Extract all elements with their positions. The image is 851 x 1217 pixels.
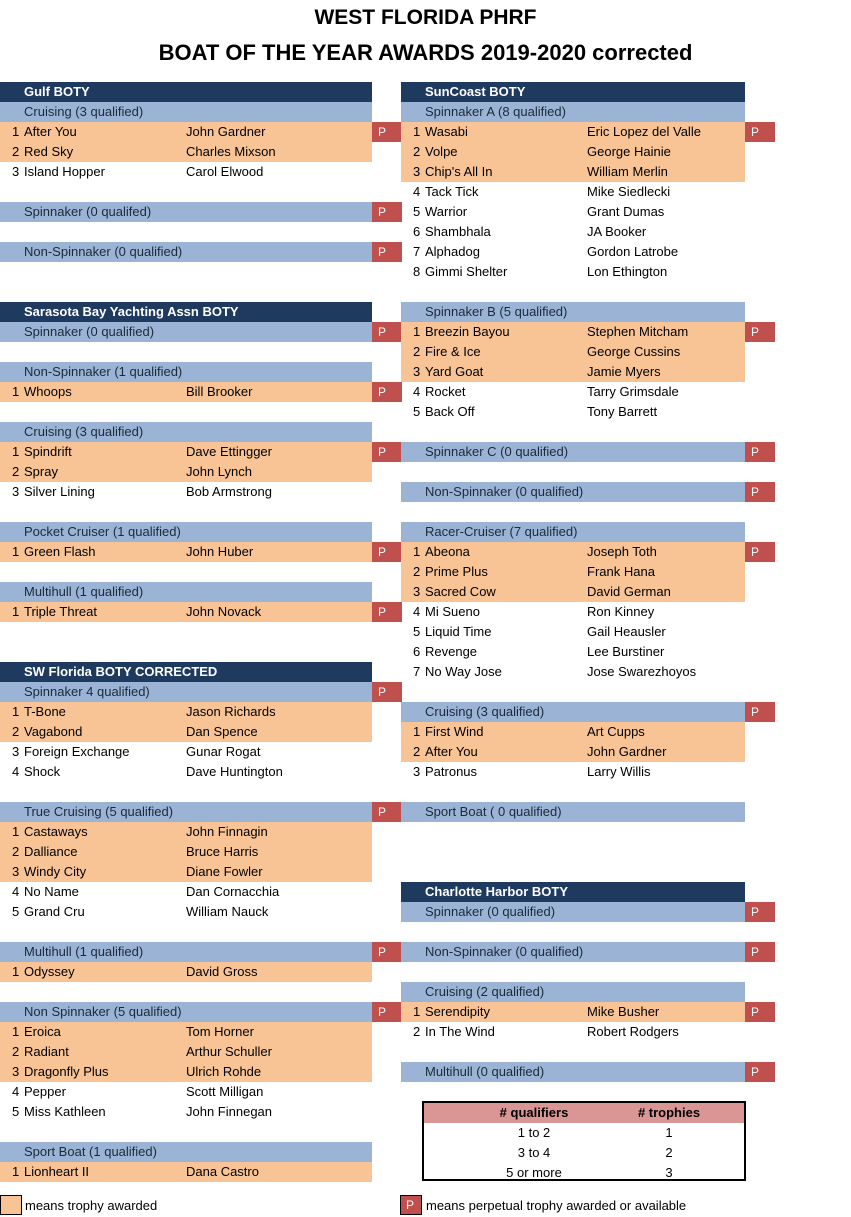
- rank: 5: [413, 624, 421, 639]
- perpetual-trophy-marker: P: [372, 442, 402, 462]
- boat-name: Tack Tick: [425, 184, 479, 199]
- result-row: [0, 542, 372, 562]
- class-header: Cruising (2 qualified): [401, 982, 745, 1002]
- boat-name: Sacred Cow: [425, 584, 496, 599]
- perpetual-trophy-marker: P: [372, 122, 402, 142]
- perpetual-trophy-marker: P: [372, 942, 402, 962]
- boat-name: Shock: [24, 764, 61, 779]
- result-row: [0, 1022, 372, 1042]
- rank: 2: [12, 464, 20, 479]
- class-header: Spinnaker (0 qualified): [401, 902, 745, 922]
- skipper-name: Dana Castro: [186, 1164, 259, 1179]
- skipper-name: Eric Lopez del Valle: [587, 124, 701, 139]
- perpetual-trophy-marker: P: [372, 542, 402, 562]
- perpetual-trophy-marker: P: [745, 702, 775, 722]
- skipper-name: Dan Spence: [186, 724, 258, 739]
- result-row: [0, 742, 372, 762]
- rank: 1: [12, 544, 20, 559]
- result-row: [401, 182, 745, 202]
- rank: 2: [413, 564, 421, 579]
- rank: 1: [12, 824, 20, 839]
- rank: 6: [413, 644, 421, 659]
- group-header: Sarasota Bay Yachting Assn BOTY: [0, 302, 372, 322]
- result-row: [0, 862, 372, 882]
- boat-name: Spindrift: [24, 444, 72, 459]
- result-row: [0, 722, 372, 742]
- class-header: Spinnaker (0 qualifed): [0, 202, 372, 222]
- boat-name: T-Bone: [24, 704, 66, 719]
- result-row: [0, 1082, 372, 1102]
- class-header: Spinnaker (0 qualified): [0, 322, 372, 342]
- qual-range-cell: 5 or more: [506, 1165, 562, 1180]
- skipper-name: Lon Ethington: [587, 264, 668, 279]
- result-row: [0, 822, 372, 842]
- boat-name: Abeona: [425, 544, 470, 559]
- rank: 4: [413, 604, 421, 619]
- skipper-name: Gunar Rogat: [186, 744, 261, 759]
- perpetual-trophy-marker: P: [745, 542, 775, 562]
- skipper-name: Bill Brooker: [186, 384, 253, 399]
- class-header: Sport Boat (1 qualified): [0, 1142, 372, 1162]
- rank: 3: [12, 484, 20, 499]
- boat-name: No Way Jose: [425, 664, 502, 679]
- boat-name: Alphadog: [425, 244, 480, 259]
- result-row: [0, 702, 372, 722]
- class-header: Non-Spinnaker (1 qualified): [0, 362, 372, 382]
- rank: 2: [413, 344, 421, 359]
- rank: 4: [413, 384, 421, 399]
- rank: 2: [413, 744, 421, 759]
- rank: 6: [413, 224, 421, 239]
- rank: 5: [413, 204, 421, 219]
- skipper-name: Larry Willis: [587, 764, 651, 779]
- result-row: [0, 442, 372, 462]
- rank: 7: [413, 664, 421, 679]
- rank: 3: [12, 1064, 20, 1079]
- page-title: WEST FLORIDA PHRF: [314, 6, 537, 29]
- boat-name: Patronus: [425, 764, 478, 779]
- perpetual-legend-text: means perpetual trophy awarded or available: [426, 1198, 687, 1213]
- result-row: [0, 142, 372, 162]
- trophy-legend-text: means trophy awarded: [25, 1198, 158, 1213]
- skipper-name: Robert Rodgers: [587, 1024, 679, 1039]
- rank: 1: [413, 1004, 421, 1019]
- qual-range-cell: 1 to 2: [517, 1125, 551, 1140]
- group-header: SunCoast BOTY: [401, 82, 745, 102]
- trophy-count-cell: 2: [665, 1145, 673, 1160]
- rank: 2: [12, 724, 20, 739]
- boat-name: After You: [425, 744, 478, 759]
- perpetual-trophy-marker: P: [372, 382, 402, 402]
- perpetual-trophy-marker: P: [372, 1002, 402, 1022]
- skipper-name: Stephen Mitcham: [587, 324, 689, 339]
- skipper-name: Tarry Grimsdale: [587, 384, 679, 399]
- boat-name: Odyssey: [24, 964, 75, 979]
- boat-name: Wasabi: [425, 124, 468, 139]
- skipper-name: Dave Huntington: [186, 764, 283, 779]
- rank: 1: [12, 964, 20, 979]
- skipper-name: Joseph Toth: [587, 544, 657, 559]
- boat-name: Castaways: [24, 824, 88, 839]
- rank: 8: [413, 264, 421, 279]
- rank: 2: [413, 144, 421, 159]
- boat-name: Chip's All In: [425, 164, 493, 179]
- boat-name: Volpe: [425, 144, 458, 159]
- class-header: Pocket Cruiser (1 qualified): [0, 522, 372, 542]
- rank: 4: [12, 1084, 20, 1099]
- rank: 4: [413, 184, 421, 199]
- rank: 7: [413, 244, 421, 259]
- result-row: [401, 202, 745, 222]
- boat-name: After You: [24, 124, 77, 139]
- boat-name: Eroica: [24, 1024, 61, 1039]
- result-row: [0, 1102, 372, 1122]
- rank: 4: [12, 764, 20, 779]
- boat-name: Spray: [24, 464, 58, 479]
- boat-name: Green Flash: [24, 544, 96, 559]
- class-header: Non Spinnaker (5 qualified): [0, 1002, 372, 1022]
- rank: 1: [12, 604, 20, 619]
- rank: 3: [12, 164, 20, 179]
- result-row: [401, 1002, 745, 1022]
- rank: 2: [12, 144, 20, 159]
- boat-name: Rocket: [425, 384, 466, 399]
- class-header: Multihull (1 qualified): [0, 942, 372, 962]
- boat-name: Vagabond: [24, 724, 83, 739]
- result-row: [401, 402, 745, 422]
- boat-name: Triple Threat: [24, 604, 97, 619]
- result-row: [401, 542, 745, 562]
- result-row: [401, 722, 745, 742]
- class-header: Non-Spinnaker (0 qualified): [401, 942, 745, 962]
- perpetual-trophy-marker: P: [745, 322, 775, 342]
- rank: 3: [413, 164, 421, 179]
- rank: 3: [413, 584, 421, 599]
- skipper-name: William Nauck: [186, 904, 269, 919]
- class-header: Cruising (3 qualified): [401, 702, 745, 722]
- boat-name: In The Wind: [425, 1024, 495, 1039]
- group-header: Charlotte Harbor BOTY: [401, 882, 745, 902]
- result-row: [0, 842, 372, 862]
- rank: 3: [12, 744, 20, 759]
- class-header: Sport Boat ( 0 qualified): [401, 802, 745, 822]
- result-row: [401, 642, 745, 662]
- boat-name: Silver Lining: [24, 484, 95, 499]
- skipper-name: Mike Busher: [587, 1004, 660, 1019]
- result-row: [0, 462, 372, 482]
- rank: 1: [12, 444, 20, 459]
- boat-name: Pepper: [24, 1084, 66, 1099]
- rank: 1: [12, 384, 20, 399]
- skipper-name: Lee Burstiner: [587, 644, 665, 659]
- boat-name: Grand Cru: [24, 904, 85, 919]
- skipper-name: Mike Siedlecki: [587, 184, 671, 199]
- skipper-name: Jose Swarezhoyos: [587, 664, 697, 679]
- perpetual-trophy-marker: P: [372, 322, 402, 342]
- boat-name: Serendipity: [425, 1004, 491, 1019]
- rank: 2: [413, 1024, 421, 1039]
- boat-name: Warrior: [425, 204, 468, 219]
- result-row: [401, 162, 745, 182]
- perpetual-legend-swatch: P: [400, 1195, 422, 1215]
- rank: 3: [12, 864, 20, 879]
- rank: 1: [12, 1024, 20, 1039]
- qualifier-table: [422, 1101, 746, 1181]
- perpetual-trophy-marker: P: [745, 442, 775, 462]
- skipper-name: Ulrich Rohde: [186, 1064, 262, 1079]
- result-row: [0, 962, 372, 982]
- skipper-name: John Gardner: [186, 124, 266, 139]
- boat-name: Dragonfly Plus: [24, 1064, 109, 1079]
- skipper-name: Tom Horner: [186, 1024, 254, 1039]
- skipper-name: Diane Fowler: [186, 864, 263, 879]
- class-header: Spinnaker 4 qualified): [0, 682, 372, 702]
- boat-name: Fire & Ice: [425, 344, 481, 359]
- class-header: Multihull (0 qualified): [401, 1062, 745, 1082]
- result-row: [0, 1042, 372, 1062]
- result-row: [401, 602, 745, 622]
- skipper-name: Dave Ettingger: [186, 444, 272, 459]
- result-row: [401, 342, 745, 362]
- skipper-name: Jamie Myers: [587, 364, 661, 379]
- result-row: [0, 482, 372, 502]
- rank: 4: [12, 884, 20, 899]
- skipper-name: John Finnegan: [186, 1104, 273, 1119]
- trophy-legend-swatch: [0, 1195, 22, 1215]
- perpetual-trophy-marker: P: [372, 682, 402, 702]
- group-header: SW Florida BOTY CORRECTED: [0, 662, 372, 682]
- result-row: [0, 1162, 372, 1182]
- class-header: Multihull (1 qualified): [0, 582, 372, 602]
- boat-name: Breezin Bayou: [425, 324, 510, 339]
- boat-name: Island Hopper: [24, 164, 105, 179]
- skipper-name: John Huber: [186, 544, 254, 559]
- result-row: [401, 622, 745, 642]
- perpetual-trophy-marker: P: [372, 802, 402, 822]
- qualifiers-header: # qualifiers: [499, 1105, 569, 1120]
- perpetual-trophy-marker: P: [372, 242, 402, 262]
- rank: 2: [12, 844, 20, 859]
- boat-name: Mi Sueno: [425, 604, 480, 619]
- result-row: [0, 602, 372, 622]
- skipper-name: William Merlin: [587, 164, 668, 179]
- perpetual-trophy-marker: P: [745, 942, 775, 962]
- result-row: [0, 762, 372, 782]
- result-row: [401, 582, 745, 602]
- result-row: [401, 562, 745, 582]
- skipper-name: Charles Mixson: [186, 144, 276, 159]
- class-header: Spinnaker A (8 qualified): [401, 102, 745, 122]
- skipper-name: Frank Hana: [587, 564, 655, 579]
- rank: 5: [12, 1104, 20, 1119]
- boat-name: Red Sky: [24, 144, 74, 159]
- rank: 3: [413, 764, 421, 779]
- boat-name: Whoops: [24, 384, 72, 399]
- skipper-name: Dan Cornacchia: [186, 884, 280, 899]
- class-header: True Cruising (5 qualified): [0, 802, 372, 822]
- perpetual-trophy-marker: P: [745, 1002, 775, 1022]
- result-row: [401, 222, 745, 242]
- boat-name: First Wind: [425, 724, 484, 739]
- rank: 1: [12, 124, 20, 139]
- result-row: [401, 362, 745, 382]
- result-row: [401, 1022, 745, 1042]
- skipper-name: Ron Kinney: [587, 604, 655, 619]
- perpetual-trophy-marker: P: [372, 202, 402, 222]
- skipper-name: Art Cupps: [587, 724, 645, 739]
- skipper-name: John Gardner: [587, 744, 667, 759]
- boat-name: Prime Plus: [425, 564, 488, 579]
- boat-name: Radiant: [24, 1044, 69, 1059]
- boat-name: Liquid Time: [425, 624, 492, 639]
- boat-name: Shambhala: [425, 224, 491, 239]
- page-subtitle: BOAT OF THE YEAR AWARDS 2019-2020 corrected: [158, 40, 693, 65]
- result-row: [401, 762, 745, 782]
- result-row: [401, 122, 745, 142]
- trophy-count-cell: 1: [665, 1125, 673, 1140]
- result-row: [401, 662, 745, 682]
- boat-name: Revenge: [425, 644, 478, 659]
- perpetual-trophy-marker: P: [745, 902, 775, 922]
- class-header: Cruising (3 qualified): [0, 102, 372, 122]
- perpetual-trophy-marker: P: [745, 122, 775, 142]
- skipper-name: Arthur Schuller: [186, 1044, 272, 1059]
- trophy-count-cell: 3: [665, 1165, 673, 1180]
- skipper-name: Carol Elwood: [186, 164, 264, 179]
- rank: 1: [12, 1164, 20, 1179]
- skipper-name: Scott Milligan: [186, 1084, 264, 1099]
- result-row: [0, 162, 372, 182]
- rank: 1: [413, 724, 421, 739]
- class-header: Non-Spinnaker (0 qualified): [0, 242, 372, 262]
- skipper-name: George Hainie: [587, 144, 671, 159]
- result-row: [0, 122, 372, 142]
- qualifier-table-header: [424, 1103, 744, 1123]
- rank: 2: [12, 1044, 20, 1059]
- result-row: [0, 1062, 372, 1082]
- rank: 1: [413, 324, 421, 339]
- skipper-name: Gordon Latrobe: [587, 244, 679, 259]
- rank: 1: [413, 544, 421, 559]
- boat-name: Gimmi Shelter: [425, 264, 508, 279]
- skipper-name: David Gross: [186, 964, 258, 979]
- skipper-name: Tony Barrett: [587, 404, 658, 419]
- skipper-name: JA Booker: [587, 224, 647, 239]
- skipper-name: John Novack: [186, 604, 262, 619]
- boat-name: Back Off: [425, 404, 475, 419]
- result-row: [401, 382, 745, 402]
- class-header: Spinnaker C (0 qualified): [401, 442, 745, 462]
- skipper-name: Bob Armstrong: [186, 484, 272, 499]
- class-header: Spinnaker B (5 qualified): [401, 302, 745, 322]
- skipper-name: Jason Richards: [186, 704, 276, 719]
- rank: 5: [12, 904, 20, 919]
- result-row: [401, 142, 745, 162]
- skipper-name: Gail Heausler: [587, 624, 666, 639]
- class-header: Racer-Cruiser (7 qualified): [401, 522, 745, 542]
- result-row: [401, 322, 745, 342]
- skipper-name: George Cussins: [587, 344, 681, 359]
- boat-name: Miss Kathleen: [24, 1104, 106, 1119]
- skipper-name: Bruce Harris: [186, 844, 259, 859]
- rank: 5: [413, 404, 421, 419]
- result-row: [0, 382, 372, 402]
- perpetual-trophy-marker: P: [745, 1062, 775, 1082]
- qual-range-cell: 3 to 4: [517, 1145, 551, 1160]
- result-row: [0, 882, 372, 902]
- skipper-name: Grant Dumas: [587, 204, 665, 219]
- skipper-name: John Lynch: [186, 464, 253, 479]
- boat-name: Yard Goat: [425, 364, 484, 379]
- boat-name: Foreign Exchange: [24, 744, 130, 759]
- boat-name: Dalliance: [24, 844, 78, 859]
- rank: 3: [413, 364, 421, 379]
- result-row: [401, 742, 745, 762]
- perpetual-trophy-marker: P: [745, 482, 775, 502]
- rank: 1: [413, 124, 421, 139]
- class-header: Non-Spinnaker (0 qualified): [401, 482, 745, 502]
- boat-name: No Name: [24, 884, 79, 899]
- rank: 1: [12, 704, 20, 719]
- skipper-name: David German: [587, 584, 671, 599]
- perpetual-trophy-marker: P: [372, 602, 402, 622]
- class-header: Cruising (3 qualified): [0, 422, 372, 442]
- result-row: [0, 902, 372, 922]
- boat-name: Windy City: [24, 864, 87, 879]
- result-row: [401, 262, 745, 282]
- group-header: Gulf BOTY: [0, 82, 372, 102]
- result-row: [401, 242, 745, 262]
- skipper-name: John Finnagin: [186, 824, 268, 839]
- trophies-header: # trophies: [637, 1105, 701, 1120]
- boat-name: Lionheart II: [24, 1164, 90, 1179]
